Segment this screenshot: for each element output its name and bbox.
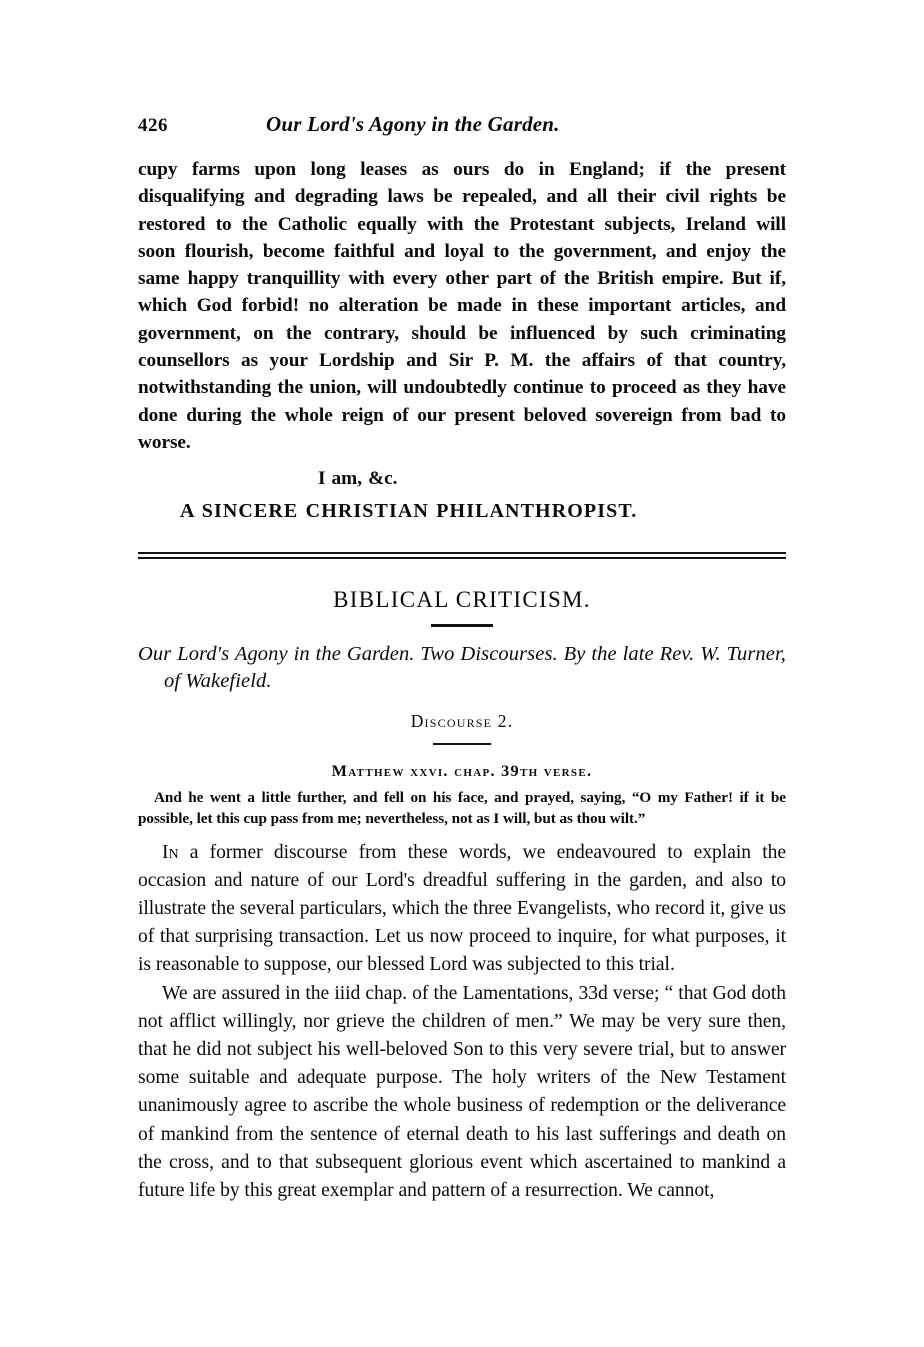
letter-signature: A SINCERE CHRISTIAN PHILANTHROPIST. xyxy=(180,500,638,523)
running-head-title: Our Lord's Agony in the Garden. xyxy=(266,112,560,136)
work-title: Our Lord's Agony in the Garden. Two Discourses. By the late Rev. W. Turner, of Wakefield. xyxy=(138,642,786,692)
discourse-underline-rule xyxy=(433,743,491,746)
heading-underline-rule xyxy=(431,624,493,627)
running-head xyxy=(138,112,786,146)
letter-signoff: I am, &c. xyxy=(318,468,398,490)
discourse-number: Discourse 2. xyxy=(410,710,514,731)
divider-line-upper xyxy=(138,552,786,554)
paragraph-lead-word: In xyxy=(162,841,179,863)
section-divider-rule xyxy=(138,552,786,559)
page-number: 426 xyxy=(138,115,168,136)
section-heading: BIBLICAL CRITICISM. xyxy=(333,586,591,612)
scripture-epigraph: And he went a little further, and fell on his face, and prayed, saying, “O my Father! if it be possible, let this cup pass from me; nevertheless, not as I will, but as thou wilt.” xyxy=(138,789,786,828)
text-column xyxy=(138,112,786,1205)
verse-reference: Matthew xxvi. chap. 39th verse. xyxy=(331,762,593,781)
divider-line-lower xyxy=(138,557,786,560)
discourse-body xyxy=(138,839,786,1206)
discourse-paragraph: We are assured in the iiid chap. of the Lamentations, 33d verse; “ that God doth not afflict willingly, nor grieve the children of men.” We may be very sure then, that he did not subject his well-beloved Son to this very severe trial, but to answer some suitable and adequate purpose. The holy writers of the New Testament unanimously agree to ascribe the whole business of redemption or the deliverance of mankind from the sentence of eternal death to his last sufferings and death on the cross, and to that subsequent glorious event which ascertained to mankind a future life by this great exemplar and pattern of a resurrection. We cannot, xyxy=(138,982,786,1202)
letter-section xyxy=(138,156,786,526)
discourse-paragraph: In a former discourse from these words, we endeavoured to explain the occasion and nature of our Lord's dreadful suffering in the garden, and also to illustrate the several particulars, which the three Evangelists, who record it, give us of that surprising transaction. Let us now proceed to inquire, for what purposes, it is reasonable to suppose, our blessed Lord was subjected to this trial. xyxy=(138,841,786,976)
letter-paragraph: cupy farms upon long leases as ours do in England; if the present disqualifying and degrading laws be repealed, and all their civil rights be restored to the Catholic equally with the Protestant subjects, Ireland will soon flourish, become faithful and loyal to the government, and enjoy the same happy tranquillity with every other part of the British empire. But if, which God forbid! no alteration be made in these important articles, and government, on the contrary, should be influenced by such criminating counsellors as your Lordship and Sir P. M. the affairs of that country, notwithstanding the union, will undoubtedly continue to proceed as they have done during the whole reign of our present beloved sovereign from bad to worse. xyxy=(138,159,786,453)
